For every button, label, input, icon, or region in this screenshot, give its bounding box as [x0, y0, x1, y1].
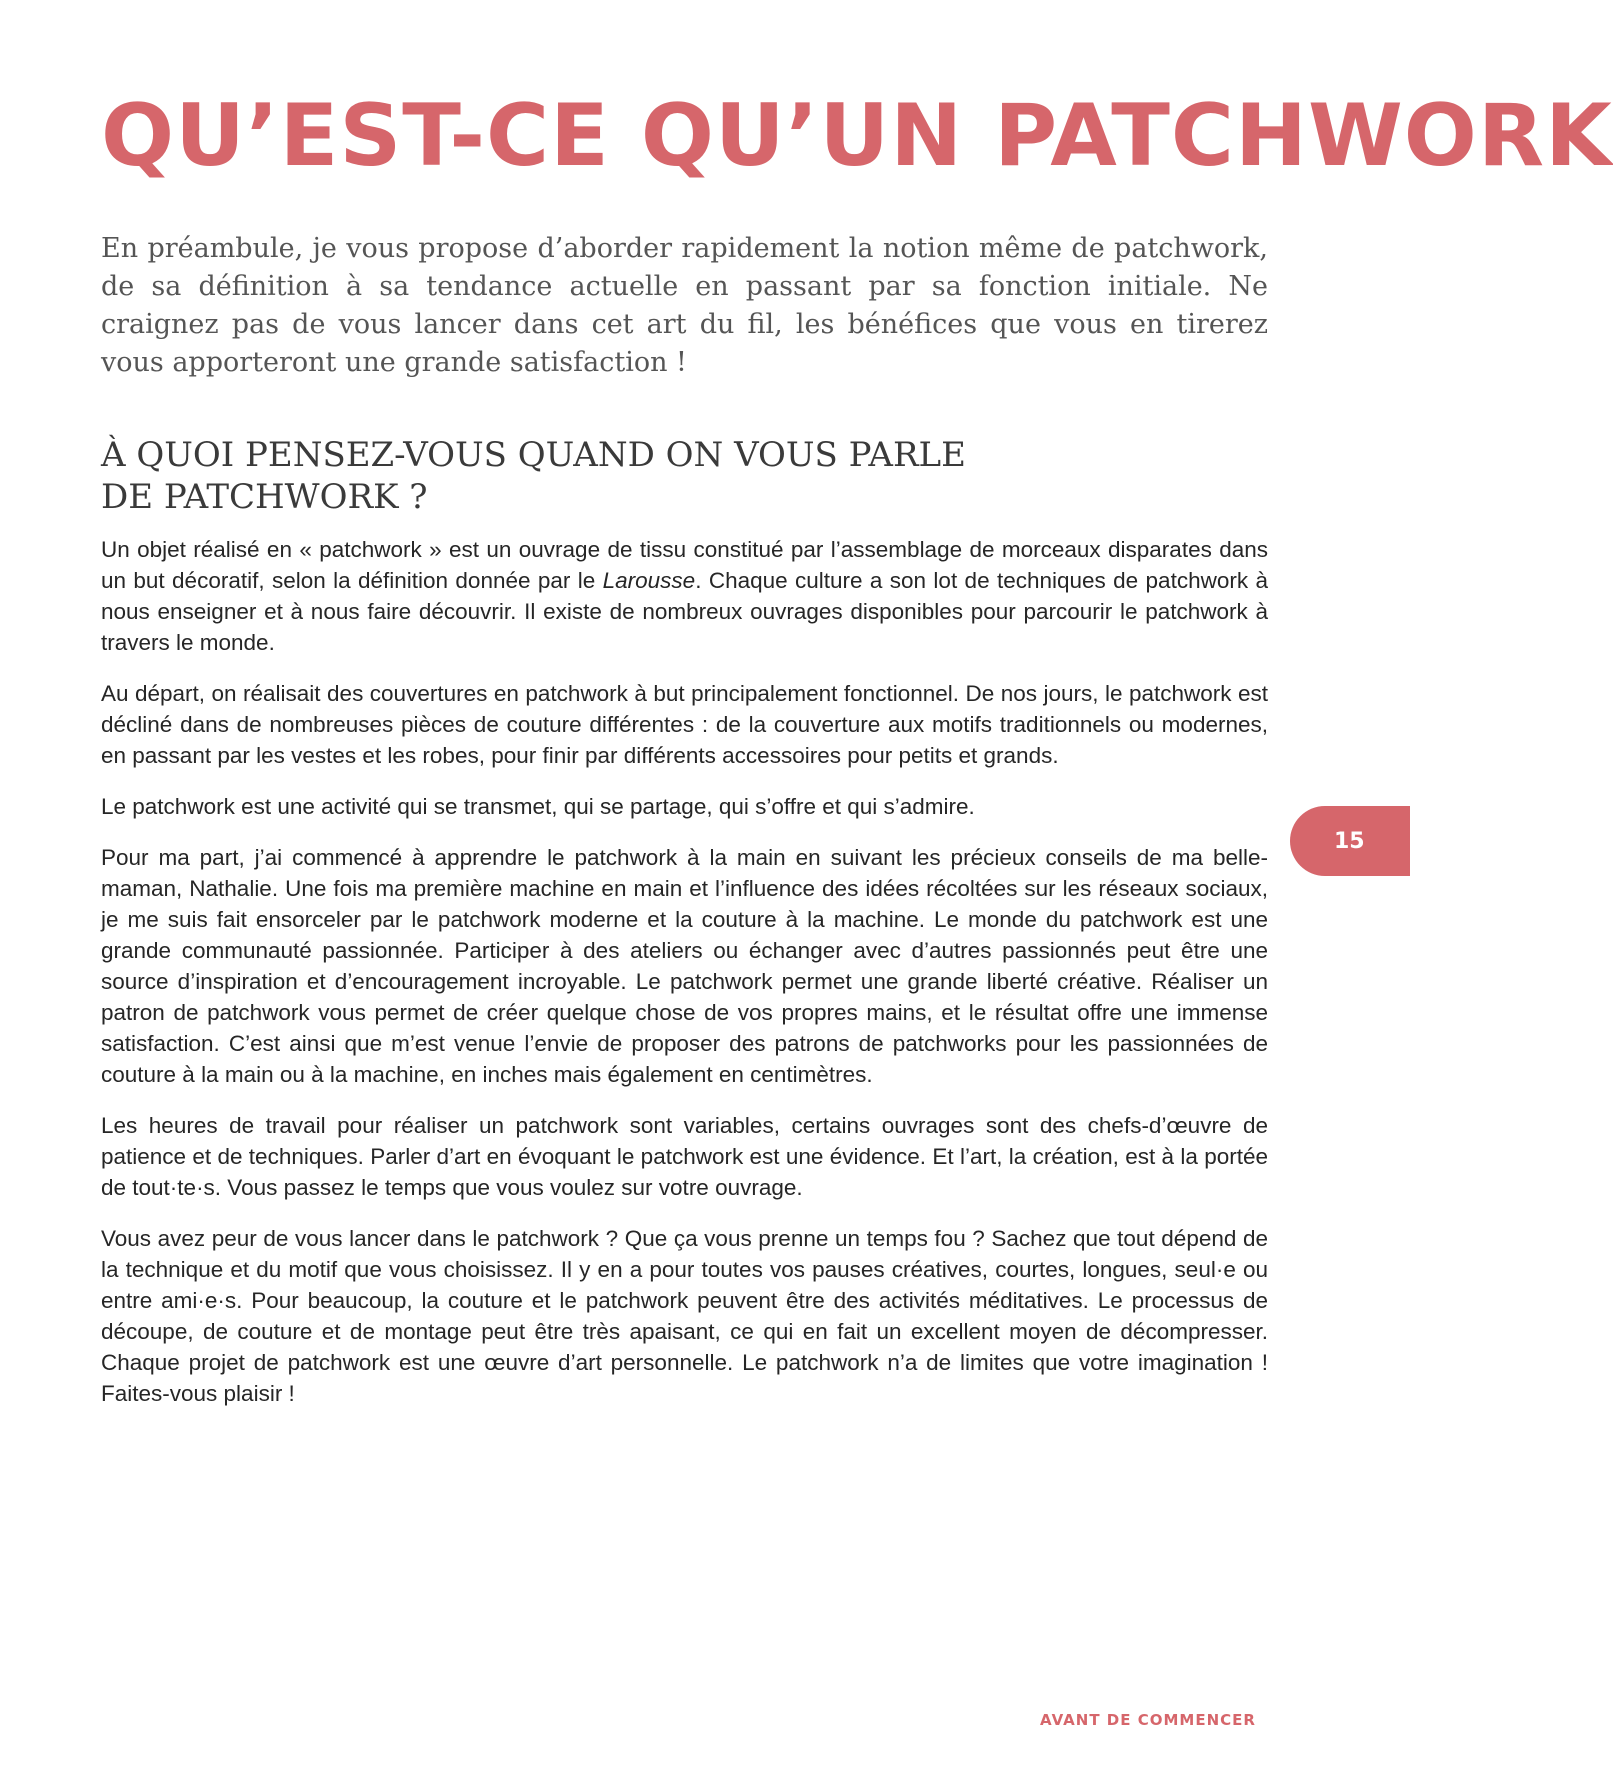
- running-footer: AVANT DE COMMENCER: [1040, 1711, 1256, 1729]
- paragraph-1-text-start: Un objet réalisé en « patchwork » est un ouvrage de tissu constitué par l’assemblage de morceaux disparates dans un but décoratif, selon la définition donnée par le: [101, 537, 1268, 593]
- paragraph-1-text-end: . Chaque culture a son lot de techniques de patchwork à nous enseigner et à nous faire découvrir. Il existe de nombreux ouvrages disponibles pour parcourir le patchwork à travers le monde.: [101, 568, 1268, 655]
- body-paragraph-6: Vous avez peur de vous lancer dans le patchwork ? Que ça vous prenne un temps fou ? Sachez que tout dépend de la technique et du motif que vous choisissez. Il y en a pour toutes vos pauses créatives, courtes, longues, seul·e ou entre ami·e·s. Pour beaucoup, la couture et le patchwork peuvent être des activités méditatives. Le processus de découpe, de couture et de montage peut être très apaisant, ce qui en fait un excellent moyen de décompresser. Chaque projet de patchwork est une œuvre d’art personnelle. Le patchwork n’a de limites que votre imagination ! Faites-vous plaisir !: [101, 1226, 1268, 1406]
- section-heading-line-2: DE PATCHWORK ?: [101, 477, 428, 517]
- page-title: QU’EST-CE QU’UN PATCHWORK: [101, 86, 1613, 186]
- intro-paragraph: En préambule, je vous propose d’aborder rapidement la notion même de patchwork, de sa définition à sa tendance actuelle en passant par sa fonction initiale. Ne craignez pas de vous lancer dans cet art du fil, les bénéfices que vous en tirerez vous apporteront une grande satisfaction !: [101, 233, 1268, 378]
- body-paragraph-3: Le patchwork est une activité qui se transmet, qui se partage, qui s’offre et qui s’admire.: [101, 794, 975, 819]
- section-heading-line-1: À QUOI PENSEZ-VOUS QUAND ON VOUS PARLE: [101, 435, 966, 475]
- page-number-tab: [1290, 806, 1410, 876]
- body-paragraph-4: Pour ma part, j’ai commencé à apprendre le patchwork à la main en suivant les précieux conseils de ma belle-maman, Nathalie. Une fois ma première machine en main et l’influence des idées récoltées sur les réseaux sociaux, je me suis fait ensorceler par le patchwork moderne et la couture à la machine. Le monde du patchwork est une grande communauté passionnée. Participer à des ateliers ou échanger avec d’autres passionnés peut être une source d’inspiration et d’encouragement incroyable. Le patchwork permet une grande liberté créative. Réaliser un patron de patchwork vous permet de créer quelque chose de vos propres mains, et le résultat offre une immense satisfaction. C’est ainsi que m’est venue l’envie de proposer des patrons de patchworks pour les passionnées de couture à la main ou à la machine, en inches mais également en centimètres.: [101, 845, 1268, 1087]
- body-paragraph-5: Les heures de travail pour réaliser un patchwork sont variables, certains ouvrages sont des chefs-d’œuvre de patience et de techniques. Parler d’art en évoquant le patchwork est une évidence. Et l’art, la création, est à la portée de tout·te·s. Vous passez le temps que vous voulez sur votre ouvrage.: [101, 1113, 1268, 1200]
- body-paragraph-1: [101, 534, 1268, 658]
- body-paragraph-2: Au départ, on réalisait des couvertures en patchwork à but principalement fonctionnel. De nos jours, le patchwork est décliné dans de nombreuses pièces de couture différentes : de la couverture aux motifs traditionnels ou modernes, en passant par les vestes et les robes, pour finir par différents accessoires pour petits et grands.: [101, 681, 1268, 768]
- larousse-emphasis: Larousse: [602, 568, 696, 593]
- section-heading: [101, 434, 1101, 518]
- page-number: 15: [1334, 828, 1365, 854]
- body-text: [101, 534, 1268, 1429]
